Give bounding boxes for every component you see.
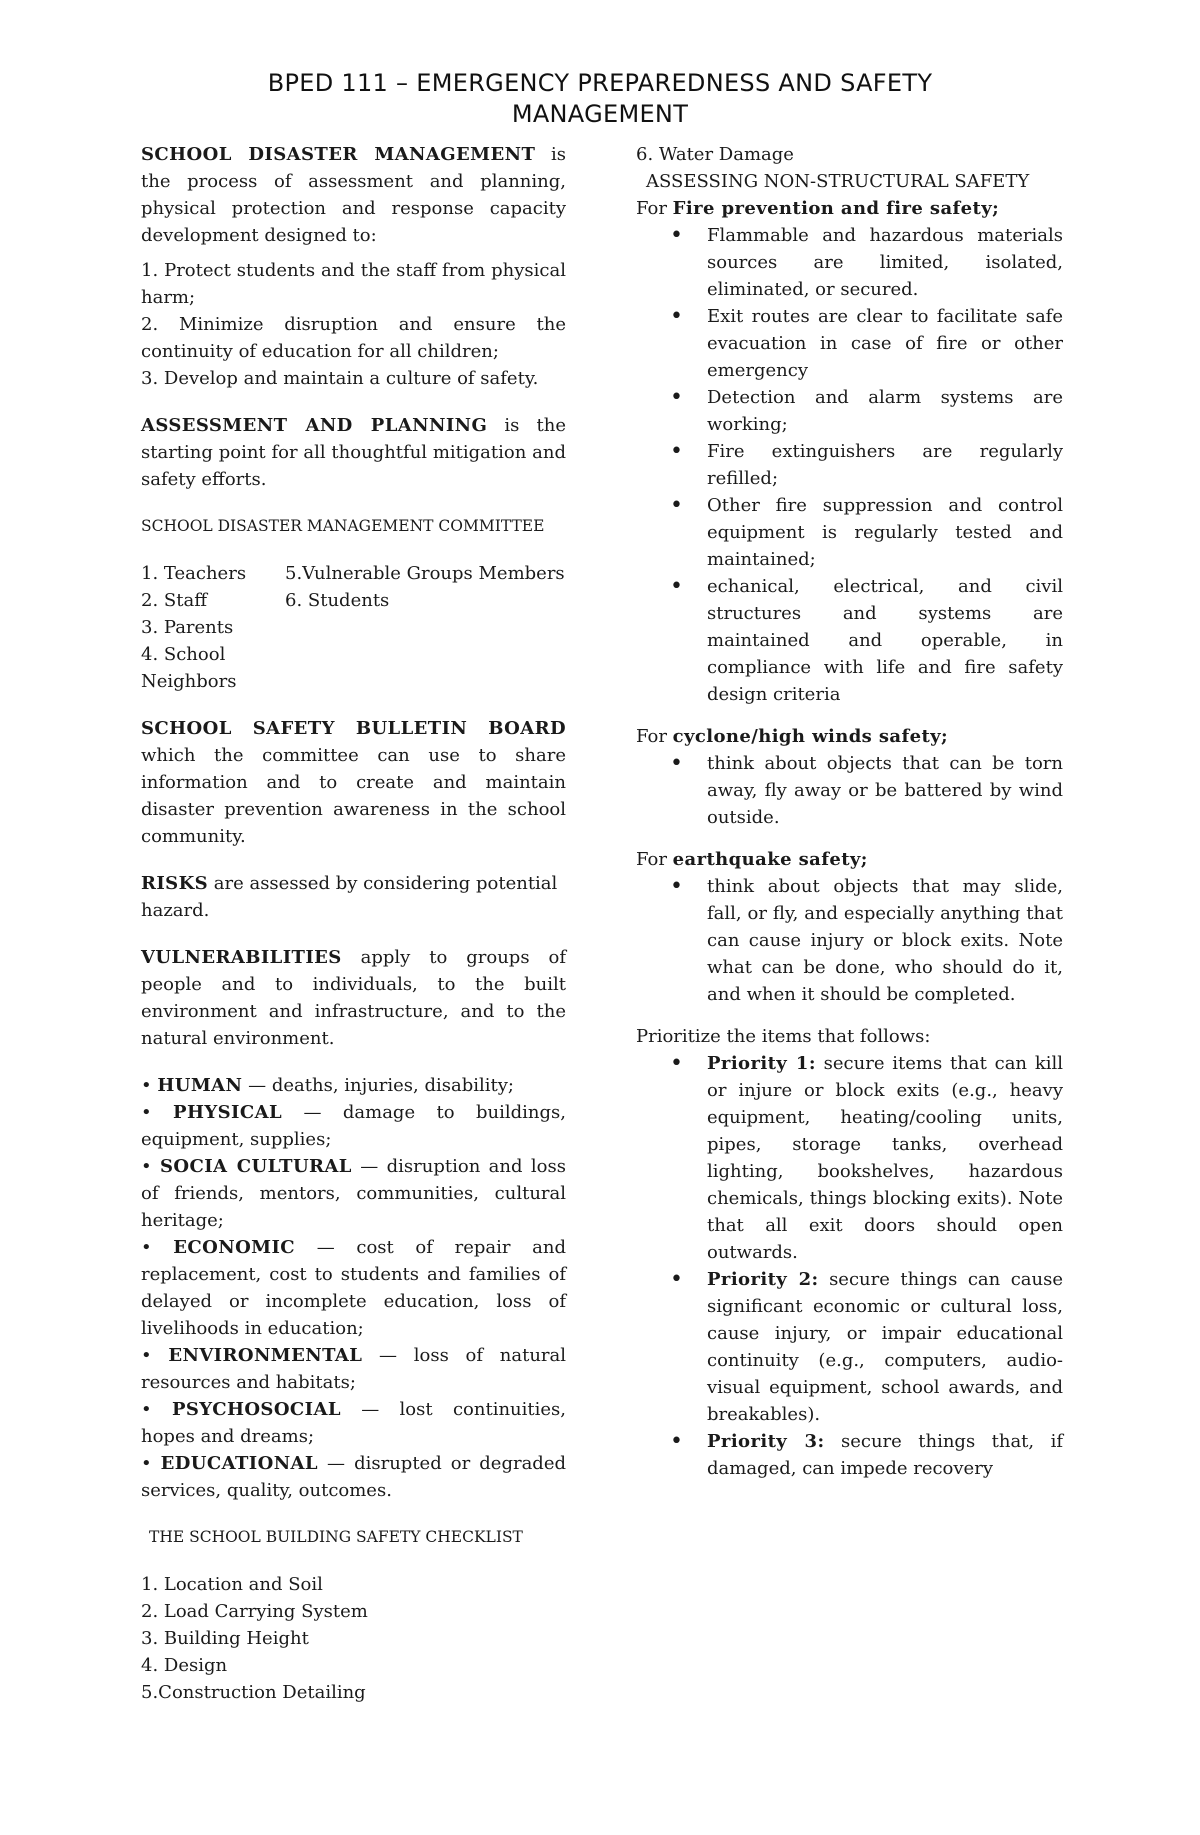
- ap-term: ASSESSMENT AND PLANNING: [141, 415, 488, 436]
- checklist-item: 3. Building Height: [141, 1628, 309, 1649]
- committee-list: [141, 560, 566, 695]
- committee-member: 5.Vulnerable Groups Members: [285, 563, 565, 584]
- vulnerability-item: [141, 1153, 566, 1234]
- vulnerability-item: [141, 1342, 566, 1396]
- vulnerability-term: SOCIA CULTURAL: [160, 1156, 352, 1177]
- earthquake-prefix: For: [636, 849, 673, 870]
- vulnerability-term: HUMAN: [157, 1075, 243, 1096]
- cyclone-heading: [636, 723, 1063, 750]
- fire-safety-item: • Detection and alarm systems are working;: [636, 384, 1063, 438]
- priority-text: secure items that can kill or injure or block exits (e.g., heavy equipment, heating/cooling units, pipes, storage tanks, overhead lighting, bookshelves, hazardous chemicals, things blocking exits). Note that all exit doors should open outwards.: [707, 1053, 1063, 1263]
- risks-text: are assessed by considering potential hazard.: [141, 873, 558, 921]
- checklist-item: 4. Design: [141, 1655, 228, 1676]
- vulnerability-text: — loss of natural resources and habitats;: [141, 1345, 567, 1393]
- checklist: [141, 1571, 566, 1706]
- earthquake-term: earthquake safety;: [672, 849, 868, 870]
- vulnerabilities-term: VULNERABILITIES: [141, 947, 342, 968]
- risks-term: RISKS: [141, 873, 209, 894]
- committee-member: [285, 614, 566, 641]
- checklist-item: 5.Construction Detailing: [141, 1682, 366, 1703]
- ap-definition: [141, 412, 566, 493]
- fire-safety-item: • Exit routes are clear to facilitate safe evacuation in case of fire or other emergency: [636, 303, 1063, 384]
- priority-term: Priority 2:: [707, 1269, 819, 1290]
- purpose-item: 1. Protect students and the staff from physical harm;: [141, 260, 566, 308]
- nonstructural-heading: ASSESSING NON-STRUCTURAL SAFETY: [646, 171, 1030, 192]
- priority-text: secure things can cause significant economic or cultural loss, cause injury, or impair educational continuity (e.g., computers, audio-visual equipment, school awards, and breakables).: [707, 1269, 1064, 1425]
- vulnerability-term: ENVIRONMENTAL: [168, 1345, 363, 1366]
- priority-text: secure things that, if damaged, can impede recovery: [707, 1431, 1064, 1479]
- bullet: •: [141, 1156, 161, 1177]
- committee-heading: SCHOOL DISASTER MANAGEMENT COMMITTEE: [141, 517, 545, 535]
- fire-safety-item: • Other fire suppression and control equipment is regularly tested and maintained;: [636, 492, 1063, 573]
- committee-member: 1. Teachers: [141, 563, 247, 584]
- priority-list: [636, 1050, 1063, 1482]
- fire-heading: [636, 195, 1063, 222]
- purpose-item: 3. Develop and maintain a culture of safety.: [141, 368, 539, 389]
- cyclone-safety-list: [636, 750, 1063, 831]
- purpose-item: 2. Minimize disruption and ensure the continuity of education for all children;: [141, 314, 566, 362]
- fire-safety-item: • echanical, electrical, and civil structures and systems are maintained and operable, in compliance with life and fire safety design criteria: [636, 573, 1063, 708]
- sdm-text: is the process of assessment and planning, physical protection and response capacity development designed to:: [141, 144, 566, 246]
- bullet: •: [141, 1345, 169, 1366]
- earthquake-safety-list: [636, 873, 1063, 1008]
- vulnerability-item: [141, 1396, 566, 1450]
- fire-safety-item: • Fire extinguishers are regularly refilled;: [636, 438, 1063, 492]
- committee-member: [285, 641, 566, 695]
- earthquake-heading: [636, 846, 1063, 873]
- vulnerability-item: [141, 1072, 566, 1099]
- earthquake-safety-item: • think about objects that may slide, fall, or fly, and especially anything that can cause injury or block exits. Note what can be done, who should do it, and when it should be completed.: [636, 873, 1063, 1008]
- priority-term: Priority 1:: [707, 1053, 816, 1074]
- vulnerability-text: — lost continuities, hopes and dreams;: [141, 1399, 566, 1447]
- water-damage-item: 6. Water Damage: [636, 144, 794, 165]
- vulnerability-item: [141, 1234, 566, 1342]
- right-column: [636, 141, 1063, 1482]
- document-title: BPED 111 – EMERGENCY PREPAREDNESS AND SAFETY MANAGEMENT: [267, 69, 933, 128]
- bullet: •: [141, 1237, 174, 1258]
- bullet: •: [141, 1453, 161, 1474]
- vulnerability-text: — deaths, injuries, disability;: [242, 1075, 514, 1096]
- priority-item: [636, 1266, 1063, 1428]
- cyclone-term: cyclone/high winds safety;: [672, 726, 949, 747]
- risks-definition: [141, 870, 566, 924]
- vulnerability-term: PSYCHOSOCIAL: [171, 1399, 341, 1420]
- vulnerabilities-text: apply to groups of people and to individuals, to the built environment and infrastructure, and to the natural environment.: [141, 947, 566, 1049]
- vulnerability-text: — damage to buildings, equipment, supplies;: [141, 1102, 566, 1150]
- fire-safety-list: [636, 222, 1063, 708]
- vulnerability-term: ECONOMIC: [173, 1237, 296, 1258]
- cyclone-prefix: For: [636, 726, 673, 747]
- committee-member: 6. Students: [285, 590, 390, 611]
- fire-prefix: For: [636, 198, 673, 219]
- ap-text: is the starting point for all thoughtful mitigation and safety efforts.: [141, 415, 566, 490]
- vulnerability-list: [141, 1072, 566, 1504]
- bulletin-term: SCHOOL SAFETY BULLETIN BOARD: [141, 718, 566, 739]
- checklist-heading: THE SCHOOL BUILDING SAFETY CHECKLIST: [149, 1528, 523, 1546]
- vulnerability-text: — disruption and loss of friends, mentors, communities, cultural heritage;: [141, 1156, 566, 1231]
- sdm-term: SCHOOL DISASTER MANAGEMENT: [141, 144, 536, 165]
- priority-item: [636, 1428, 1063, 1482]
- priority-item: [636, 1050, 1063, 1266]
- vulnerability-item: [141, 1450, 566, 1504]
- bullet: •: [141, 1102, 174, 1123]
- priority-term: Priority 3:: [707, 1431, 825, 1452]
- vulnerability-term: PHYSICAL: [173, 1102, 283, 1123]
- fire-term: Fire prevention and fire safety;: [672, 198, 1000, 219]
- checklist-item: 2. Load Carrying System: [141, 1601, 368, 1622]
- left-column: [141, 141, 566, 1706]
- bulletin-definition: [141, 715, 566, 850]
- bullet: •: [141, 1075, 158, 1096]
- bulletin-text: which the committee can use to share information and to create and maintain disaster prevention awareness in the school community.: [141, 745, 566, 847]
- purpose-list: [141, 257, 566, 392]
- vulnerability-term: EDUCATIONAL: [160, 1453, 318, 1474]
- prioritize-heading: Prioritize the items that follows:: [636, 1026, 931, 1047]
- cyclone-safety-item: • think about objects that can be torn away, fly away or be battered by wind outside.: [636, 750, 1063, 831]
- checklist-item: 1. Location and Soil: [141, 1574, 323, 1595]
- committee-member: 4. School Neighbors: [141, 644, 237, 692]
- committee-member: 3. Parents: [141, 617, 234, 638]
- fire-safety-item: • Flammable and hazardous materials sources are limited, isolated, eliminated, or secured.: [636, 222, 1063, 303]
- committee-member: 2. Staff: [141, 590, 207, 611]
- vulnerability-text: — cost of repair and replacement, cost to students and families of delayed or incomplete education, loss of livelihoods in education;: [141, 1237, 566, 1339]
- bullet: •: [141, 1399, 172, 1420]
- vulnerability-text: — disrupted or degraded services, quality, outcomes.: [141, 1453, 566, 1501]
- vulnerabilities-definition: [141, 944, 566, 1052]
- sdm-definition: [141, 141, 566, 249]
- vulnerability-item: [141, 1099, 566, 1153]
